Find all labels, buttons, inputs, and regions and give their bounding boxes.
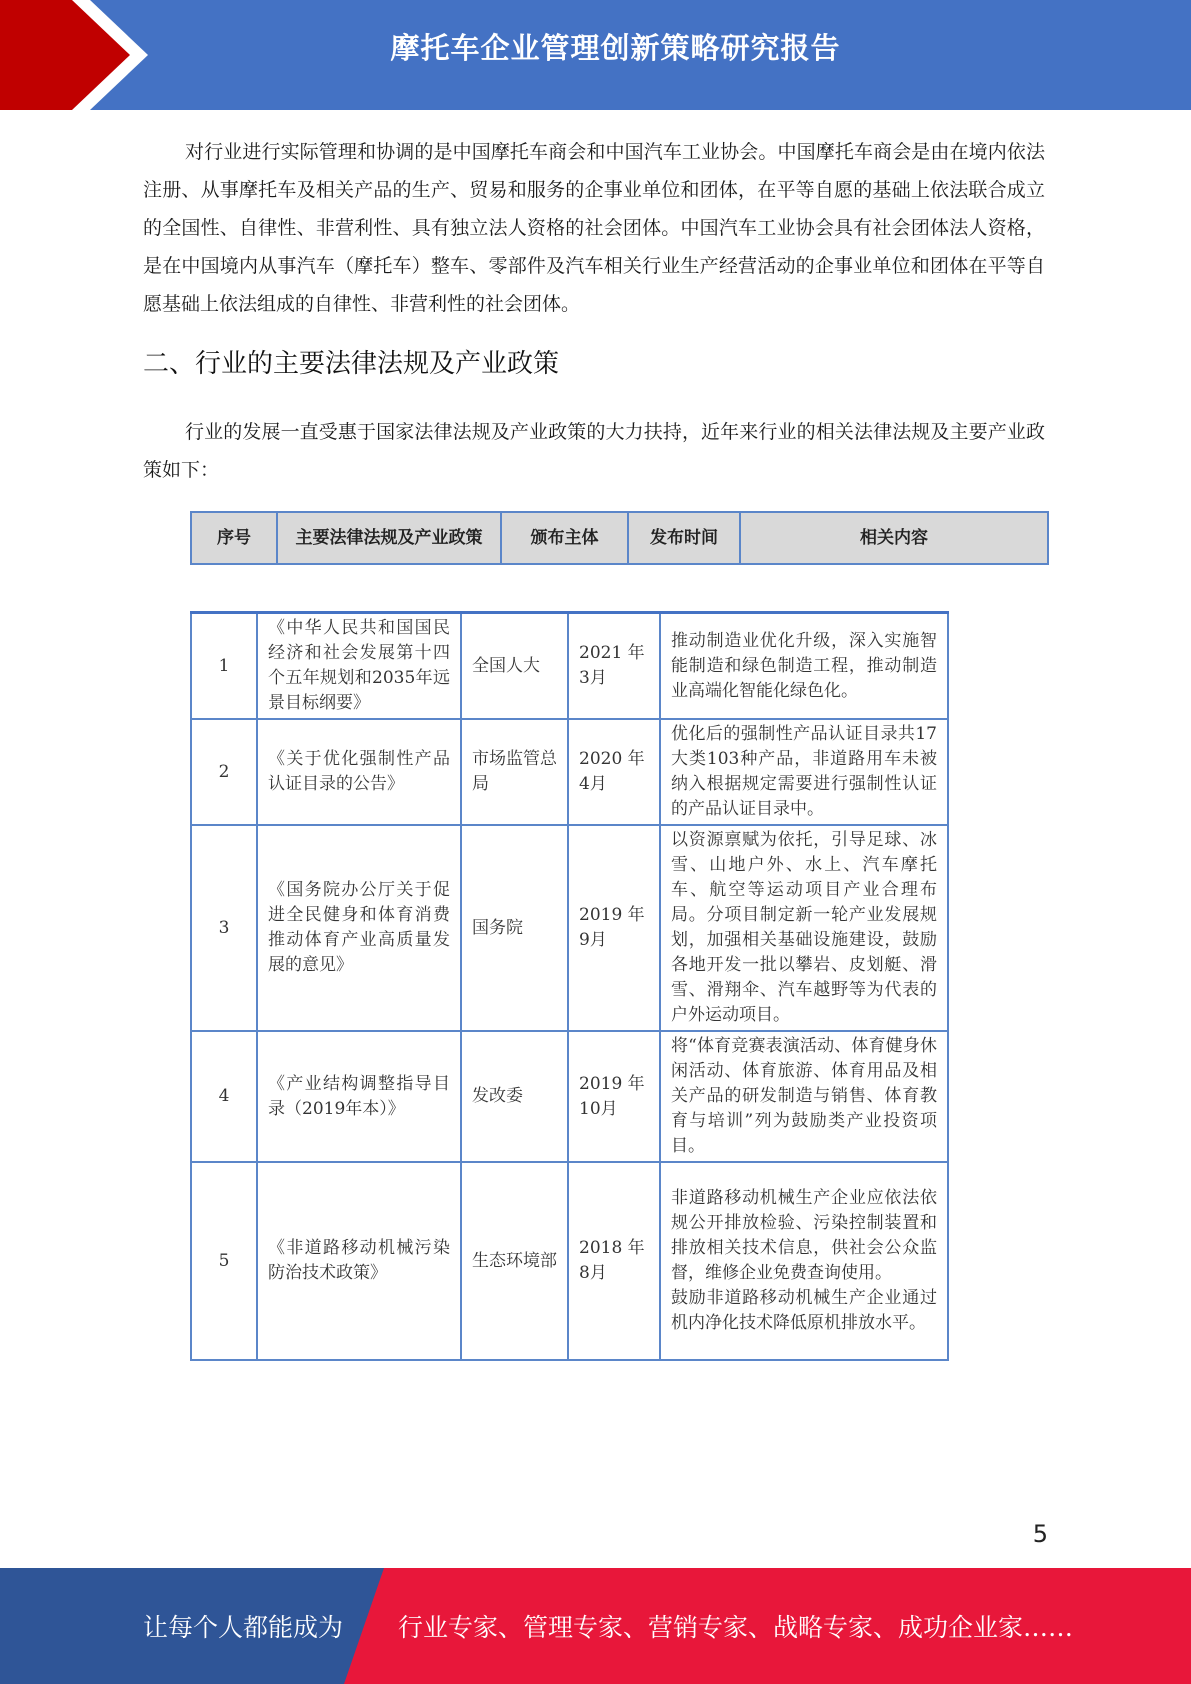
row-date: 2021 年 3月 [568,613,660,720]
row-org: 生态环境部 [461,1162,568,1360]
report-header [0,0,1191,110]
header-org: 颁布主体 [501,512,628,564]
page-number: 5 [1032,1520,1048,1548]
row-no: 3 [191,825,257,1031]
row-org: 发改委 [461,1031,568,1162]
header-law: 主要法律法规及产业政策 [277,512,501,564]
table-row [191,825,948,1031]
row-no: 5 [191,1162,257,1360]
row-law: 《关于优化强制性产品认证目录的公告》 [257,719,461,825]
row-date: 2018 年 8月 [568,1162,660,1360]
row-no: 2 [191,719,257,825]
header-no: 序号 [191,512,277,564]
row-desc [660,1162,948,1360]
body-paragraph-1: 对行业进行实际管理和协调的是中国摩托车商会和中国汽车工业协会。中国摩托车商会是由在境内依法注册、从事摩托车及相关产品的生产、贸易和服务的企事业单位和团体，在平等自愿的基础上依法联合成立的全国性、自律性、非营利性、具有独立法人资格的社会团体。中国汽车工业协会具有社会团体法人资格，是在中国境内从事汽车（摩托车）整车、零部件及汽车相关行业生产经营活动的企事业单位和团体在平等自愿基础上依法组成的自律性、非营利性的社会团体。 [143,141,1045,315]
policy-table-body [190,611,949,1361]
row-desc-part-1: 非道路移动机械生产企业应依法依规公开排放检验、污染控制装置和排放相关技术信息，供社会公众监督，维修企业免费查询使用。 [671,1188,937,1283]
row-date: 2019 年 9月 [568,825,660,1031]
table-row [191,1162,948,1360]
row-no: 1 [191,613,257,720]
table-row [191,613,948,720]
policy-table-header [190,511,1049,565]
footer-slogan-right: 行业专家、管理专家、营销专家、战略专家、成功企业家…… [398,1613,1074,1642]
row-law: 《非道路移动机械污染防治技术政策》 [257,1162,461,1360]
table-row [191,1031,948,1162]
row-desc: 优化后的强制性产品认证目录共17大类103种产品，非道路用车未被纳入根据规定需要进行强制性认证的产品认证目录中。 [660,719,948,825]
report-footer [0,1568,1191,1684]
row-law: 《国务院办公厅关于促进全民健身和体育消费推动体育产业高质量发展的意见》 [257,825,461,1031]
row-no: 4 [191,1031,257,1162]
row-desc: 推动制造业优化升级，深入实施智能制造和绿色制造工程，推动制造业高端化智能化绿色化。 [660,613,948,720]
body-paragraph-2: 行业的发展一直受惠于国家法律法规及产业政策的大力扶持，近年来行业的相关法律法规及主要产业政策如下： [143,421,1045,481]
row-desc: 将“体育竞赛表演活动、体育健身休闲活动、体育旅游、体育用品及相关产品的研发制造与销售、体育教育与培训”列为鼓励类产业投资项目。 [660,1031,948,1162]
row-date: 2019 年 10月 [568,1031,660,1162]
table-row [191,719,948,825]
row-org: 市场监管总局 [461,719,568,825]
section-heading: 二、行业的主要法律法规及产业政策 [143,349,560,379]
header-date: 发布时间 [628,512,740,564]
row-date: 2020 年 4月 [568,719,660,825]
row-desc-part-2: 鼓励非道路移动机械生产企业通过机内净化技术降低原机排放水平。 [671,1288,937,1333]
row-law: 《产业结构调整指导目录（2019年本）》 [257,1031,461,1162]
row-org: 全国人大 [461,613,568,720]
footer-slogan-left: 让每个人都能成为 [143,1613,344,1642]
row-desc: 以资源禀赋为依托，引导足球、冰雪、山地户外、水上、汽车摩托车、航空等运动项目产业合理布局。分项目制定新一轮产业发展规划，加强相关基础设施建设，鼓励各地开发一批以攀岩、皮划艇、滑雪、滑翔伞、汽车越野等为代表的户外运动项目。 [660,825,948,1031]
report-title: 摩托车企业管理创新策略研究报告 [390,31,841,65]
row-law: 《中华人民共和国国民经济和社会发展第十四个五年规划和2035年远景目标纲要》 [257,613,461,720]
header-desc: 相关内容 [740,512,1048,564]
row-org: 国务院 [461,825,568,1031]
